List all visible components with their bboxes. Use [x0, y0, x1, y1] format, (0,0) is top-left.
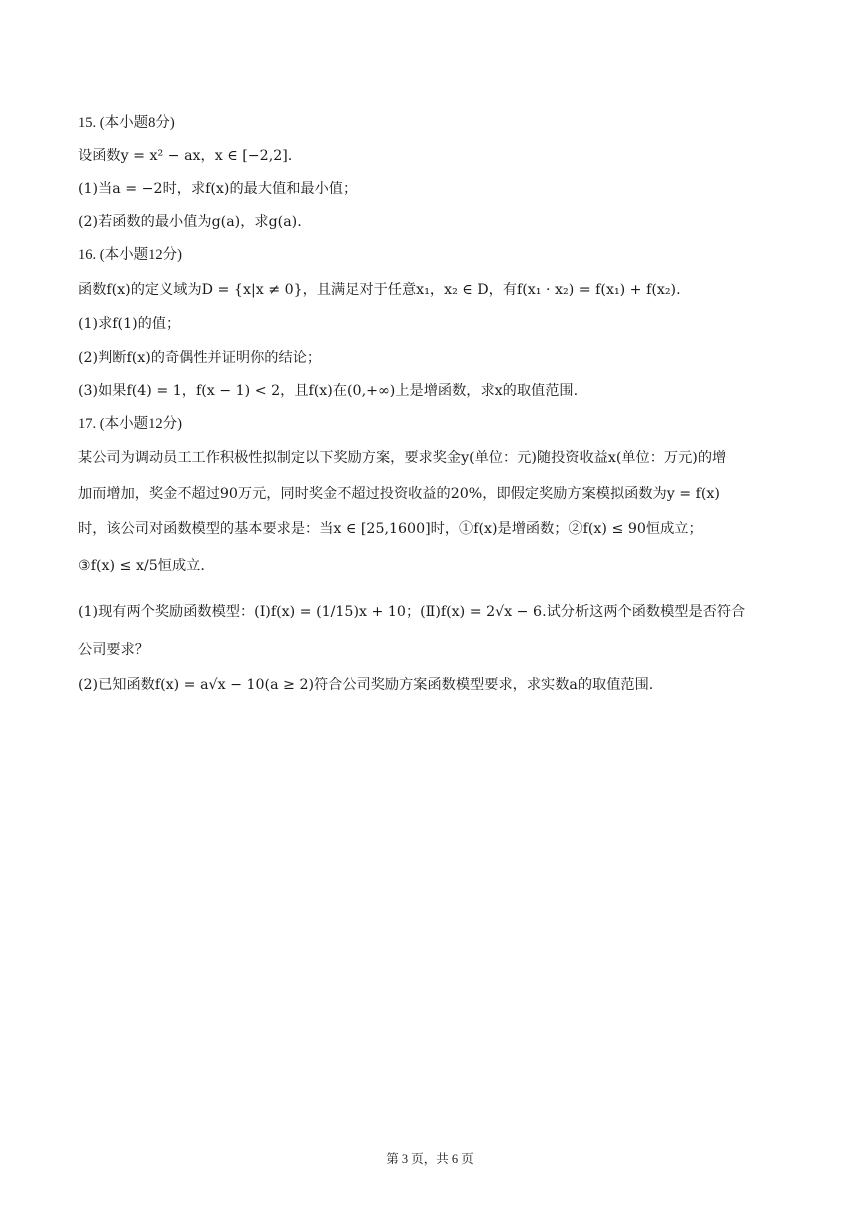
- problem-17-part-2: (2)已知函数f(x) = a√x − 10(a ≥ 2)符合公司奖励方案函数模型要求，求实数a的取值范围.: [78, 677, 654, 693]
- problem-15-heading: 15. (本小题8分): [78, 115, 175, 131]
- problem-17-heading: 17. (本小题12分): [78, 416, 182, 432]
- page-number-footer: 第 3 页，共 6 页: [386, 1152, 474, 1166]
- problem-15-statement: 设函数y = x² − ax，x ∈ [−2,2].: [78, 148, 293, 164]
- problem-17-statement-line-2: 加而增加，奖金不超过90万元，同时奖金不超过投资收益的20%，即假定奖励方案模拟函数为y = f(x): [78, 486, 720, 502]
- problem-15-part-2: (2)若函数的最小值为g(a)，求g(a).: [78, 214, 302, 230]
- problem-16-heading: 16. (本小题12分): [78, 247, 182, 263]
- problem-17-part-1-line-2: 公司要求？: [78, 642, 149, 658]
- problem-16-part-2: (2)判断f(x)的奇偶性并证明你的结论；: [78, 350, 322, 366]
- problem-17-part-1-line-1: (1)现有两个奖励函数模型：(Ⅰ)f(x) = (1/15)x + 10；(Ⅱ)f(x) = 2√x − 6.试分析这两个函数模型是否符合: [78, 604, 746, 620]
- problem-16-part-3: (3)如果f(4) = 1，f(x − 1) < 2，且f(x)在(0,+∞)上是增函数，求x的取值范围.: [78, 383, 579, 399]
- problem-17-statement-line-4: ③f(x) ≤ x/5恒成立.: [78, 558, 205, 574]
- problem-15-part-1: (1)当a = −2时，求f(x)的最大值和最小值；: [78, 181, 358, 197]
- problem-16-part-1: (1)求f(1)的值；: [78, 316, 181, 332]
- problem-16-statement: 函数f(x)的定义域为D = {x|x ≠ 0}，且满足对于任意x₁，x₂ ∈ D，有f(x₁ · x₂) = f(x₁) + f(x₂).: [78, 282, 681, 298]
- problem-17-statement-line-1: 某公司为调动员工工作积极性拟制定以下奖励方案，要求奖金y(单位：元)随投资收益x(单位：万元)的增: [78, 450, 727, 466]
- problem-17-statement-line-3: 时，该公司对函数模型的基本要求是：当x ∈ [25,1600]时，①f(x)是增函数；②f(x) ≤ 90恒成立；: [78, 521, 703, 537]
